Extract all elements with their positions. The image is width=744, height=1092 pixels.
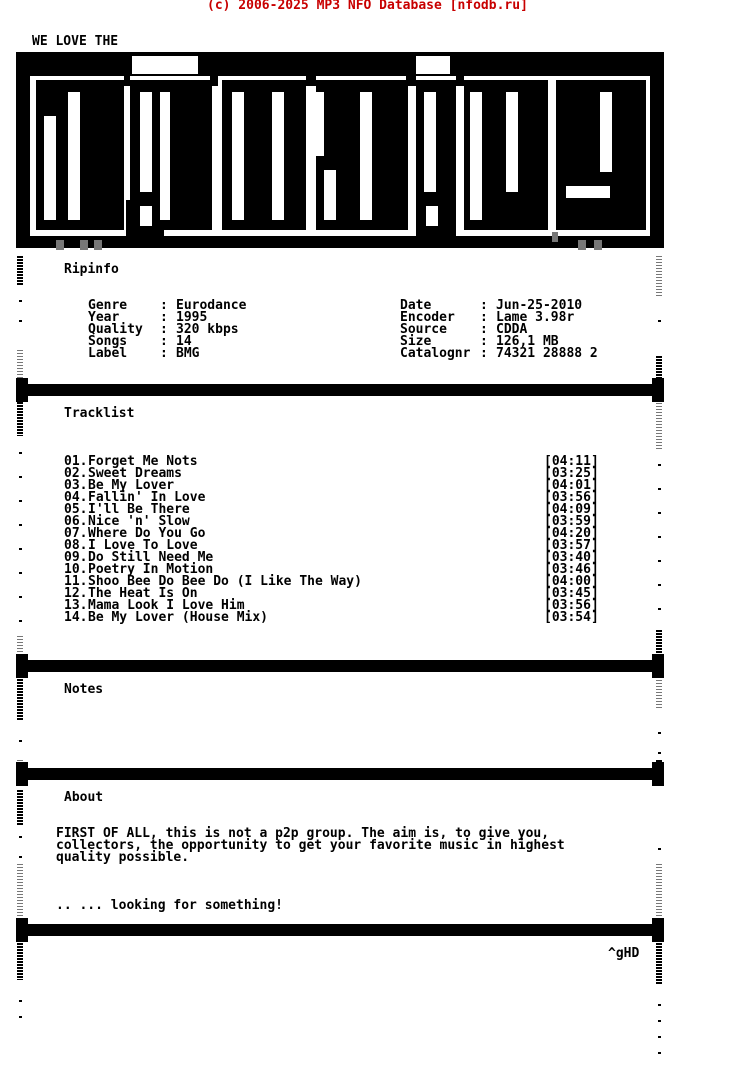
left-rail — [17, 256, 23, 286]
about-line: collectors, the opportunity to get your favorite music in highest — [56, 838, 565, 853]
rail-dot — [658, 464, 661, 466]
left-rail — [17, 790, 23, 826]
rail-dot — [19, 524, 22, 526]
section-title-ripinfo: Ripinfo — [64, 262, 119, 277]
about-footer-line: .. ... looking for something! — [56, 898, 283, 913]
rail-dot — [658, 488, 661, 490]
track-number: 08. — [64, 538, 88, 553]
section-divider — [16, 768, 664, 780]
rail-dot — [19, 740, 22, 742]
ripinfo-separator: : — [480, 346, 488, 361]
right-rail — [656, 356, 662, 380]
right-rail — [656, 400, 662, 450]
track-title: I'll Be There — [88, 502, 190, 517]
rail-dot — [658, 848, 661, 850]
ripinfo-label: Genre — [88, 298, 128, 313]
track-title: I Love To Love — [88, 538, 198, 553]
ripinfo-separator: : — [160, 310, 168, 325]
right-rail — [656, 680, 662, 710]
ripinfo-label: Label — [88, 346, 128, 361]
track-title: Nice 'n' Slow — [88, 514, 190, 529]
section-divider — [16, 924, 664, 936]
track-number: 04. — [64, 490, 88, 505]
section-divider — [16, 384, 664, 396]
track-title: Be My Lover (House Mix) — [88, 610, 269, 625]
ripinfo-label: Catalognr — [400, 346, 471, 361]
ripinfo-label: Source — [400, 322, 447, 337]
rail-dot — [19, 452, 22, 454]
section-divider — [16, 660, 664, 672]
track-title: The Heat Is On — [88, 586, 198, 601]
group-logo-art — [0, 0, 744, 256]
track-number: 14. — [64, 610, 88, 625]
left-rail — [17, 350, 23, 380]
ripinfo-value: Lame 3.98r — [496, 310, 575, 325]
tagline: WE LOVE THE — [32, 34, 119, 49]
left-rail — [17, 940, 23, 980]
ripinfo-separator: : — [160, 298, 168, 313]
rail-dot — [658, 1036, 661, 1038]
track-duration: [03:59] — [544, 514, 599, 529]
rail-dot — [19, 320, 22, 322]
left-rail — [17, 396, 23, 436]
ripinfo-label: Encoder — [400, 310, 455, 325]
track-number: 05. — [64, 502, 88, 517]
rail-dot — [658, 320, 661, 322]
track-duration: [03:46] — [544, 562, 599, 577]
rail-dot — [658, 512, 661, 514]
track-title: Be My Lover — [88, 478, 175, 493]
rail-dot — [658, 536, 661, 538]
ripinfo-value: 320 kbps — [176, 322, 239, 337]
track-number: 06. — [64, 514, 88, 529]
rail-dot — [19, 572, 22, 574]
track-title: Fallin' In Love — [88, 490, 206, 505]
rail-dot — [658, 1020, 661, 1022]
about-line: FIRST OF ALL, this is not a p2p group. The aim is, to give you, — [56, 826, 550, 841]
track-duration: [04:00] — [544, 574, 599, 589]
rail-dot — [658, 1004, 661, 1006]
rail-dot — [19, 856, 22, 858]
track-duration: [03:40] — [544, 550, 599, 565]
ripinfo-separator: : — [480, 334, 488, 349]
ripinfo-value: 126,1 MB — [496, 334, 559, 349]
track-number: 02. — [64, 466, 88, 481]
right-rail — [656, 940, 662, 984]
track-duration: [04:11] — [544, 454, 599, 469]
ripinfo-value: 1995 — [176, 310, 208, 325]
ripinfo-separator: : — [480, 322, 488, 337]
left-rail — [17, 676, 23, 720]
track-number: 10. — [64, 562, 88, 577]
ripinfo-label: Year — [88, 310, 120, 325]
rail-dot — [19, 476, 22, 478]
track-duration: [04:09] — [544, 502, 599, 517]
rail-dot — [19, 300, 22, 302]
track-title: Do Still Need Me — [88, 550, 214, 565]
rail-dot — [19, 548, 22, 550]
ripinfo-label: Date — [400, 298, 432, 313]
track-duration: [03:56] — [544, 598, 599, 613]
track-duration: [03:25] — [544, 466, 599, 481]
track-title: Mama Look I Love Him — [88, 598, 245, 613]
ripinfo-label: Size — [400, 334, 432, 349]
track-duration: [03:57] — [544, 538, 599, 553]
track-title: Forget Me Nots — [88, 454, 198, 469]
rail-dot — [19, 596, 22, 598]
rail-dot — [19, 620, 22, 622]
rail-dot — [658, 560, 661, 562]
signature: ^gHD — [608, 946, 640, 961]
rail-dot — [658, 1052, 661, 1054]
ripinfo-separator: : — [160, 346, 168, 361]
ripinfo-separator: : — [480, 298, 488, 313]
track-title: Where Do You Go — [88, 526, 206, 541]
rail-dot — [19, 500, 22, 502]
about-line: quality possible. — [56, 850, 190, 865]
ripinfo-value: CDDA — [496, 322, 528, 337]
track-number: 13. — [64, 598, 88, 613]
track-number: 11. — [64, 574, 88, 589]
track-duration: [04:01] — [544, 478, 599, 493]
rail-dot — [658, 608, 661, 610]
track-duration: [03:56] — [544, 490, 599, 505]
ripinfo-value: Jun-25-2010 — [496, 298, 583, 313]
section-title-tracklist: Tracklist — [64, 406, 135, 421]
ripinfo-label: Songs — [88, 334, 128, 349]
track-duration: [03:54] — [544, 610, 599, 625]
ripinfo-value: BMG — [176, 346, 200, 361]
right-rail — [656, 256, 662, 298]
rail-dot — [658, 752, 661, 754]
ripinfo-value: 14 — [176, 334, 192, 349]
rail-dot — [658, 732, 661, 734]
track-number: 12. — [64, 586, 88, 601]
track-duration: [04:20] — [544, 526, 599, 541]
track-title: Shoo Bee Do Bee Do (I Like The Way) — [88, 574, 362, 589]
ripinfo-value: 74321 28888 2 — [496, 346, 598, 361]
rail-dot — [19, 1016, 22, 1018]
ripinfo-separator: : — [160, 322, 168, 337]
track-title: Poetry In Motion — [88, 562, 214, 577]
rail-dot — [658, 584, 661, 586]
track-number: 09. — [64, 550, 88, 565]
track-number: 07. — [64, 526, 88, 541]
section-title-about: About — [64, 790, 104, 805]
track-number: 01. — [64, 454, 88, 469]
ripinfo-value: Eurodance — [176, 298, 247, 313]
track-title: Sweet Dreams — [88, 466, 182, 481]
rail-dot — [19, 836, 22, 838]
track-duration: [03:45] — [544, 586, 599, 601]
ripinfo-separator: : — [480, 310, 488, 325]
rail-dot — [19, 1000, 22, 1002]
section-title-notes: Notes — [64, 682, 104, 697]
site-credit: (c) 2006-2025 MP3 NFO Database [nfodb.ru] — [207, 0, 528, 13]
ripinfo-label: Quality — [88, 322, 143, 337]
ripinfo-separator: : — [160, 334, 168, 349]
track-number: 03. — [64, 478, 88, 493]
